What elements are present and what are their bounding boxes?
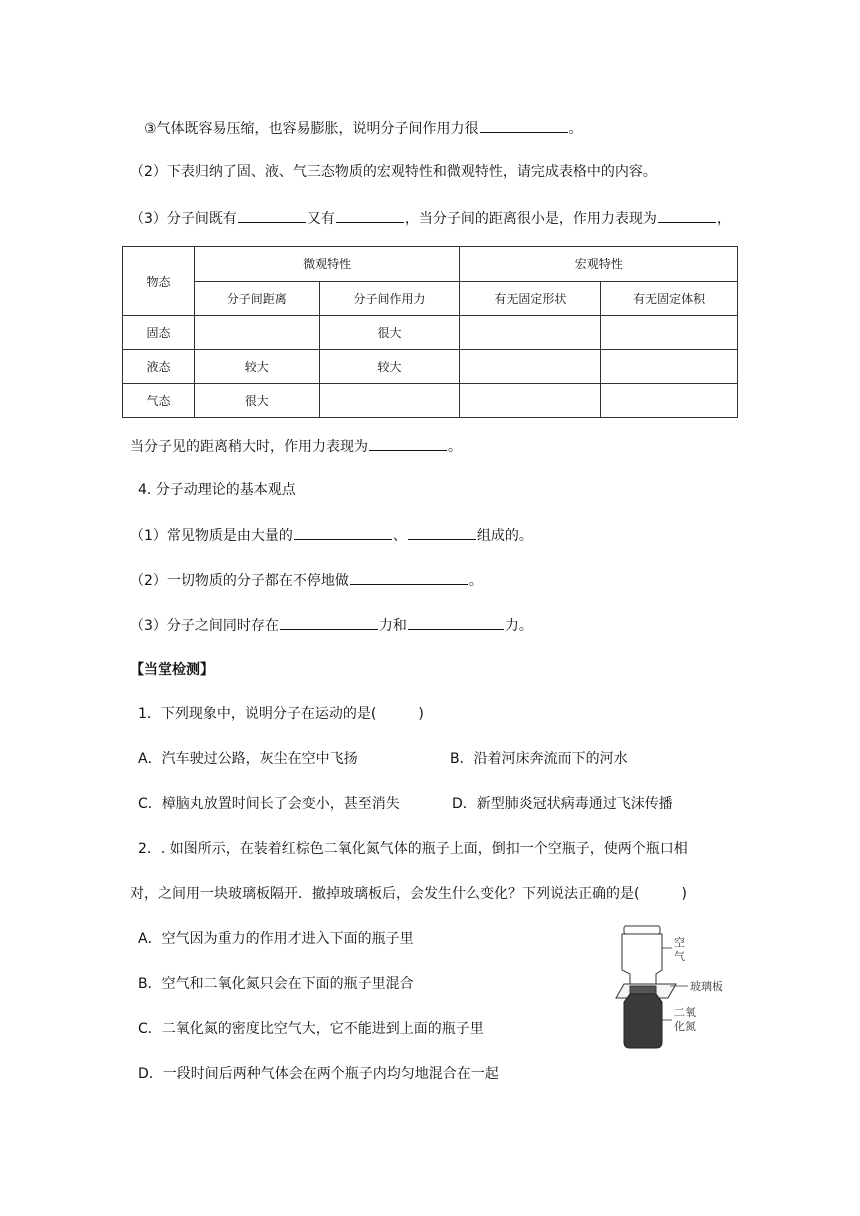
air-label-1: 空 bbox=[674, 936, 685, 949]
section-4-title: 4. 分子动理论的基本观点 bbox=[138, 482, 296, 498]
answer-blank[interactable] bbox=[408, 615, 504, 630]
table-row bbox=[123, 350, 738, 384]
q1-option-b[interactable]: B．沿着河床奔流而下的河水 bbox=[450, 751, 628, 767]
table-cell: 很大 bbox=[319, 316, 460, 350]
table-cell[interactable] bbox=[601, 350, 738, 384]
check-title: 【当堂检测】 bbox=[130, 662, 214, 678]
state-header: 物态 bbox=[123, 247, 195, 316]
table-row bbox=[123, 384, 738, 418]
table-cell[interactable] bbox=[460, 316, 601, 350]
states-of-matter-table bbox=[122, 246, 738, 418]
sub-header: 分子间作用力 bbox=[319, 281, 460, 316]
bottles-diagram bbox=[600, 920, 740, 1060]
q1-stem: 1．下列现象中，说明分子在运动的是( ) bbox=[138, 706, 424, 722]
q1-option-a[interactable]: A．汽车驶过公路，灰尘在空中飞扬 bbox=[138, 751, 358, 767]
air-bottle bbox=[622, 926, 662, 984]
air-label-2: 气 bbox=[674, 950, 685, 963]
table-cell[interactable] bbox=[194, 316, 319, 350]
state-cell: 固态 bbox=[123, 316, 195, 350]
table-cell[interactable] bbox=[601, 384, 738, 418]
q2-option-d[interactable]: D．一段时间后两种气体会在两个瓶子内均匀地混合在一起 bbox=[138, 1066, 499, 1082]
table-cell: 较大 bbox=[194, 350, 319, 384]
answer-blank[interactable] bbox=[336, 208, 404, 223]
table-cell[interactable] bbox=[319, 384, 460, 418]
no2-bottle bbox=[624, 986, 662, 1048]
q2-stem-line-2: 对，之间用一块玻璃板隔开．撤掉玻璃板后，会发生什么变化？下列说法正确的是( ) bbox=[130, 886, 687, 902]
paragraph-3: （3）分子间既有 又有 ，当分子间的距离很小是，作用力表现为 ， bbox=[130, 208, 731, 229]
paragraph-2: （2）下表归纳了固、液、气三态物质的宏观特性和微观特性，请完成表格中的内容。 bbox=[130, 164, 657, 180]
answer-blank[interactable] bbox=[658, 208, 716, 223]
after-table-line: 当分子见的距离稍大时，作用力表现为 。 bbox=[130, 436, 462, 457]
answer-blank[interactable] bbox=[280, 615, 378, 630]
table-cell: 较大 bbox=[319, 350, 460, 384]
q2-option-c[interactable]: C．二氧化氮的密度比空气大，它不能进到上面的瓶子里 bbox=[138, 1021, 484, 1037]
table-cell[interactable] bbox=[460, 350, 601, 384]
sub-header: 有无固定形状 bbox=[460, 281, 601, 316]
table-cell[interactable] bbox=[460, 384, 601, 418]
section-4-item-3: （3）分子之间同时存在 力和 力。 bbox=[130, 615, 533, 636]
table-cell: 很大 bbox=[194, 384, 319, 418]
answer-blank[interactable] bbox=[408, 525, 476, 540]
sub-header: 分子间距离 bbox=[194, 281, 319, 316]
table-row bbox=[123, 316, 738, 350]
q2-option-b[interactable]: B．空气和二氧化氮只会在下面的瓶子里混合 bbox=[138, 976, 414, 992]
no2-label-2: 化氮 bbox=[674, 1020, 696, 1033]
answer-blank[interactable] bbox=[369, 436, 447, 451]
no2-label-1: 二氧 bbox=[674, 1006, 696, 1019]
q2-stem-line-1: 2．. 如图所示，在装着红棕色二氧化氮气体的瓶子上面，倒扣一个空瓶子，使两个瓶口相 bbox=[138, 841, 688, 857]
answer-blank[interactable] bbox=[350, 570, 468, 585]
q1-option-d[interactable]: D．新型肺炎冠状病毒通过飞沫传播 bbox=[452, 796, 673, 812]
answer-blank[interactable] bbox=[294, 525, 392, 540]
sub-header: 有无固定体积 bbox=[601, 281, 738, 316]
section-4-item-2: （2）一切物质的分子都在不停地做 。 bbox=[130, 570, 483, 591]
state-cell: 气态 bbox=[123, 384, 195, 418]
table-cell[interactable] bbox=[601, 316, 738, 350]
glass-plate-label: 玻璃板 bbox=[690, 980, 723, 993]
q1-option-c[interactable]: C．樟脑丸放置时间长了会变小，甚至消失 bbox=[138, 796, 400, 812]
state-cell: 液态 bbox=[123, 350, 195, 384]
micro-header: 微观特性 bbox=[194, 247, 460, 282]
answer-blank[interactable] bbox=[238, 208, 306, 223]
q2-option-a[interactable]: A．空气因为重力的作用才进入下面的瓶子里 bbox=[138, 931, 414, 947]
section-4-item-1: （1）常见物质是由大量的 、 组成的。 bbox=[130, 525, 533, 546]
answer-blank[interactable] bbox=[480, 118, 568, 133]
macro-header: 宏观特性 bbox=[460, 247, 738, 282]
question-3-line: ③气体既容易压缩，也容易膨胀，说明分子间作用力很 。 bbox=[144, 118, 583, 139]
